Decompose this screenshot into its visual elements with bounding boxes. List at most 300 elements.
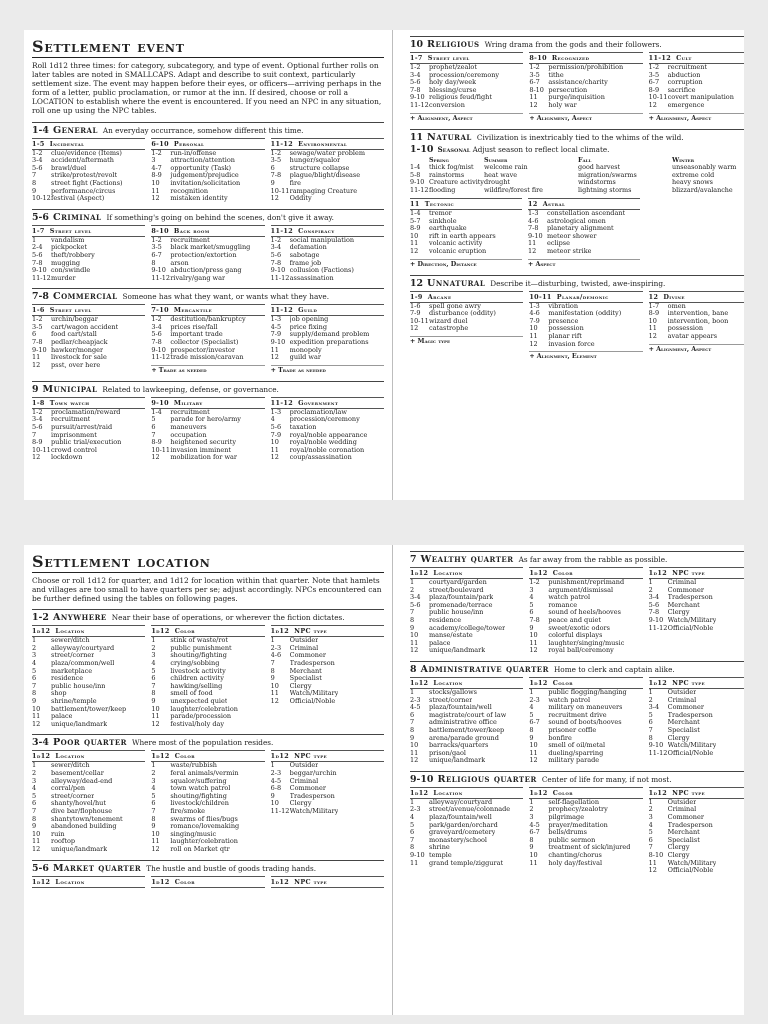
row-text: prophecy/zealotry: [548, 806, 608, 814]
section-header: [32, 613, 384, 623]
row-roll: 2-3: [410, 696, 421, 704]
table-column-header: [410, 567, 523, 579]
table-row: [410, 844, 523, 852]
row-text: sabotage: [289, 251, 320, 259]
column-roll: 1d12: [270, 877, 290, 886]
row-roll: 3-4: [32, 157, 43, 165]
table-row: [151, 831, 264, 839]
row-text: procession/ceremony: [289, 416, 360, 424]
row-roll: 7: [32, 682, 37, 690]
section-header: [410, 133, 744, 143]
row-roll: 3-4: [270, 244, 282, 252]
row-text: constellation ascendant: [547, 210, 626, 218]
section-name: Wealthy quarter: [420, 555, 514, 565]
section-name: Commercial: [52, 292, 118, 303]
table-column: [529, 291, 642, 362]
table-row: [529, 587, 642, 595]
column-roll: 12: [648, 292, 659, 301]
roll-note: + Alignment, Element: [529, 351, 642, 361]
column-name: Color: [552, 678, 573, 687]
row-text: recruitment: [667, 64, 708, 71]
row-text: Watch/Military: [289, 690, 339, 698]
row-roll: 12: [648, 101, 657, 109]
row-roll: 8: [151, 815, 156, 823]
row-roll: 1: [270, 762, 275, 770]
row-roll: 3: [32, 652, 37, 660]
table-column: [410, 198, 522, 269]
row-text: Watch/Military: [667, 616, 717, 624]
event-right-column: [410, 30, 744, 361]
row-roll: 11-12: [648, 749, 668, 757]
row-text: Official/Noble: [667, 624, 714, 632]
table-section: [32, 609, 384, 728]
table-row: [32, 267, 145, 275]
row-roll: 9-10: [648, 616, 664, 624]
row-roll: 12: [410, 647, 419, 655]
row-text: recognition: [170, 187, 209, 195]
row-roll: 6: [410, 711, 415, 719]
table-row: [410, 594, 523, 602]
row-text: collusion (Factions): [289, 267, 354, 275]
row-roll: 5-7: [410, 217, 421, 225]
table-row: [32, 660, 145, 668]
column-roll: 1-8: [32, 398, 45, 407]
table-row: [271, 424, 384, 432]
table-column: [271, 750, 384, 853]
row-roll: 11: [151, 713, 160, 721]
row-roll: 3: [151, 157, 156, 165]
row-roll: 9: [529, 624, 534, 632]
table-row: [151, 339, 264, 347]
table-row: [32, 846, 145, 854]
row-roll: 11-12: [270, 274, 290, 282]
row-text: stink of waste/rot: [170, 637, 228, 645]
row-roll: 7: [648, 844, 653, 852]
row-text: festival/holy day: [170, 720, 225, 728]
season-roll: 1-4: [410, 164, 421, 172]
row-text: permission/prohibition: [548, 64, 624, 71]
row-text: public sermon: [548, 836, 596, 844]
row-roll: 2: [32, 644, 37, 652]
row-text: residence: [51, 675, 84, 683]
table-column: [151, 876, 264, 888]
row-roll: 7: [32, 431, 37, 439]
table-row: [649, 325, 744, 333]
row-text: street/corner: [429, 696, 473, 704]
row-text: arena/parade ground: [429, 734, 499, 742]
row-roll: 11: [410, 859, 419, 867]
row-text: shop: [51, 690, 67, 698]
row-roll: 9-10: [410, 94, 425, 102]
row-text: collector (Specialist): [170, 339, 239, 347]
row-text: sweet/exotic odors: [548, 624, 610, 632]
row-text: sinkhole: [429, 217, 457, 225]
table-section: [32, 734, 384, 853]
season-headers: [410, 157, 744, 165]
roll-note: + Aspect: [528, 259, 640, 269]
row-text: laughter/celebration: [170, 705, 238, 713]
column-name: Street level: [427, 54, 470, 62]
row-roll: 12: [151, 195, 160, 203]
row-text: manse/estate: [429, 632, 473, 640]
season-name: Winter: [672, 156, 695, 164]
row-roll: 2: [151, 770, 156, 777]
table-row: [271, 785, 384, 793]
table-row: [410, 742, 523, 750]
event-left-column: [32, 30, 384, 462]
row-roll: 2-3: [529, 696, 540, 704]
table-row: [32, 447, 145, 455]
table-section: [32, 288, 384, 375]
table-row: [528, 225, 640, 233]
row-roll: 6: [648, 836, 653, 844]
table-column-header: [271, 876, 384, 888]
table-row: [271, 150, 384, 158]
row-roll: 1: [529, 688, 534, 696]
row-roll: 4: [151, 785, 156, 793]
row-roll: 1-2: [270, 149, 282, 157]
column-name: Color: [552, 569, 573, 577]
column-name: NPC type: [672, 569, 706, 577]
section-roll: 3-4: [32, 738, 49, 749]
row-text: Clergy: [667, 609, 690, 617]
column-name: Environmental: [298, 139, 348, 148]
row-roll: 10: [529, 325, 538, 333]
table-row: [32, 690, 145, 698]
row-text: magistrate/court of law: [429, 711, 507, 719]
table-column-header: [151, 876, 264, 888]
row-text: street fight (Factions): [51, 179, 123, 187]
column-name: Street level: [49, 226, 92, 235]
table-column: [32, 138, 145, 203]
row-text: supply/demand problem: [289, 331, 370, 339]
row-text: lockdown: [51, 454, 83, 462]
table-row: [528, 248, 640, 256]
row-roll: 6: [648, 719, 653, 727]
row-roll: 11: [648, 859, 657, 867]
table-column-header: [32, 625, 145, 637]
row-roll: 8-9: [32, 439, 43, 447]
row-roll: 7: [410, 836, 415, 844]
row-roll: 2-4: [32, 244, 43, 252]
row-roll: 1: [410, 798, 415, 806]
table-column: [32, 304, 145, 375]
row-roll: 8: [32, 179, 37, 187]
row-text: pursuit/arrest/raid: [51, 424, 113, 432]
row-text: religious feud/fight: [429, 94, 492, 102]
table-row: [529, 719, 642, 727]
table-row: [529, 64, 642, 72]
row-roll: 11: [32, 838, 41, 846]
row-text: colorful displays: [548, 632, 603, 640]
table-row: [151, 668, 264, 676]
table-column-header: [151, 750, 264, 762]
table-grid: [410, 198, 640, 269]
row-text: job opening: [289, 316, 329, 324]
table-row: [32, 838, 145, 846]
table-column-header: [529, 291, 642, 303]
column-roll: 10-11: [529, 292, 552, 301]
table-row: [410, 602, 523, 610]
row-text: royal/noble coronation: [289, 446, 365, 454]
section-roll: 10: [410, 40, 424, 50]
row-roll: 1-3: [529, 302, 540, 310]
row-roll: 5: [151, 667, 156, 675]
table-column-header: [410, 291, 523, 303]
table-row: [271, 195, 384, 203]
table-row: [151, 188, 264, 196]
table-row: [151, 454, 264, 462]
row-roll: 12: [529, 340, 538, 348]
row-roll: 2-3: [410, 806, 421, 814]
table-row: [410, 79, 523, 87]
row-text: corruption: [667, 79, 703, 87]
row-roll: 5-6: [648, 601, 660, 609]
row-text: chanting/chorus: [548, 852, 602, 860]
row-roll: 2: [32, 770, 37, 777]
table-row: [649, 79, 744, 87]
table-row: [649, 310, 744, 318]
column-roll: 1d12: [410, 788, 429, 797]
section-roll: 9-10: [410, 774, 434, 785]
table-column-header: [410, 198, 522, 210]
row-text: fire: [289, 179, 301, 187]
table-column: [649, 787, 744, 875]
table-column-header: [32, 304, 145, 316]
table-section: [32, 122, 384, 203]
table-row: [151, 260, 264, 268]
column-name: Location: [433, 788, 463, 797]
row-text: street/corner: [51, 652, 95, 660]
row-text: sound of boots/hooves: [548, 719, 622, 727]
table-row: [32, 785, 145, 793]
row-roll: 9: [410, 734, 415, 742]
row-roll: 6-7: [529, 79, 540, 87]
row-roll: 6: [32, 800, 37, 808]
row-text: murder: [51, 274, 76, 282]
table-row: [32, 439, 145, 447]
row-roll: 10-11: [32, 446, 51, 454]
column-name: NPC type: [294, 627, 328, 636]
row-text: abduction: [667, 71, 701, 79]
row-roll: 12: [32, 454, 41, 462]
row-roll: 12: [529, 647, 538, 655]
table-row: [271, 409, 384, 417]
table-row: [151, 354, 264, 362]
row-text: unique/landmark: [429, 647, 486, 655]
table-row: [151, 713, 264, 721]
table-row: [529, 625, 642, 633]
column-roll: 11: [410, 200, 420, 209]
table-row: [151, 165, 264, 173]
table-row: [151, 690, 264, 698]
row-text: plaza/fountain/well: [429, 814, 492, 822]
row-roll: 1-2: [270, 236, 282, 244]
table-column: [151, 138, 264, 203]
table-row: [410, 102, 523, 110]
row-text: brawl/duel: [51, 164, 87, 172]
table-row: [271, 267, 384, 275]
table-grid: [410, 677, 744, 765]
table-row: [32, 706, 145, 714]
row-text: proclamation/law: [289, 408, 347, 416]
table-row: [271, 793, 384, 801]
row-roll: 6-7: [529, 719, 540, 727]
table-row: [410, 617, 523, 625]
season-text: drought: [484, 179, 510, 187]
row-roll: 7: [648, 726, 653, 734]
table-row: [271, 165, 384, 173]
row-text: town watch patrol: [170, 785, 231, 793]
row-roll: 2: [529, 806, 534, 814]
row-roll: 3-4: [410, 71, 421, 79]
table-row: [32, 778, 145, 786]
row-text: sewer/ditch: [51, 637, 90, 645]
row-text: Specialist: [667, 836, 700, 844]
row-roll: 3: [529, 586, 534, 594]
table-row: [410, 852, 523, 860]
row-text: peace and quiet: [548, 616, 601, 624]
table-column: [529, 787, 642, 875]
table-row: [271, 808, 384, 816]
table-row: [649, 94, 744, 102]
table-row: [151, 331, 264, 339]
row-roll: 7-8: [529, 616, 540, 624]
table-grid: [32, 876, 384, 888]
row-text: Commoner: [667, 586, 704, 594]
row-text: food cart/stall: [51, 331, 97, 339]
row-text: treatment of sick/injured: [548, 844, 631, 852]
row-text: livestock for sale: [51, 354, 107, 362]
row-text: holy day/week: [429, 79, 477, 87]
row-text: rooftop: [51, 838, 76, 846]
table-column-header: [529, 787, 642, 799]
section-roll: 7: [410, 555, 417, 565]
row-roll: 1: [648, 688, 653, 696]
table-row: [649, 719, 744, 727]
event-title: Settlement event: [32, 38, 384, 58]
row-text: prices rise/fall: [170, 323, 218, 331]
table-row: [649, 318, 744, 326]
row-text: Clergy: [667, 734, 690, 742]
row-text: Tradesperson: [289, 792, 335, 800]
row-text: festival (Aspect): [51, 195, 105, 203]
row-text: hawker/monger: [51, 346, 104, 354]
table-column-header: [528, 198, 640, 210]
section-header: [32, 126, 384, 136]
row-text: marketplace: [51, 667, 93, 675]
row-roll: 3-4: [648, 594, 660, 602]
column-roll: 1-9: [410, 292, 423, 301]
row-roll: 1: [270, 637, 275, 645]
row-roll: 10: [151, 179, 160, 187]
row-roll: 8-9: [151, 439, 162, 447]
row-text: Merchant: [667, 829, 700, 837]
table-grid: [410, 291, 744, 362]
row-roll: 1-4: [410, 210, 421, 218]
season-spacer: Spring: [429, 156, 449, 164]
section-header: [410, 555, 744, 565]
section-description: Someone has what they want, or wants what they have.: [122, 292, 330, 302]
row-text: plaza/fountain/well: [429, 704, 492, 712]
row-text: intervention, boon: [667, 317, 729, 325]
table-column: [151, 397, 264, 462]
table-row: [410, 822, 523, 830]
table-grid: [32, 750, 384, 853]
column-roll: 1d12: [529, 678, 548, 687]
row-text: administrative office: [429, 719, 497, 727]
row-roll: 12: [270, 698, 279, 706]
row-text: holy day/festival: [548, 859, 603, 867]
table-row: [410, 712, 523, 720]
table-row: [151, 157, 264, 165]
row-roll: 12: [529, 757, 538, 765]
row-roll: 12: [528, 248, 537, 256]
table-row: [271, 180, 384, 188]
table-row: [529, 852, 642, 860]
roll-note: + Alignment, Aspect: [649, 344, 744, 354]
row-roll: 6: [32, 331, 37, 339]
table-row: [410, 829, 523, 837]
row-roll: 6-7: [529, 829, 540, 837]
table-row: [529, 704, 642, 712]
row-roll: 1-4: [151, 408, 162, 416]
row-text: cart/wagon accident: [51, 323, 119, 331]
table-row: [32, 831, 145, 839]
table-row: [649, 579, 744, 587]
natural-section: [410, 129, 744, 269]
row-text: mobilization for war: [170, 454, 237, 462]
row-text: crowd control: [51, 446, 97, 454]
table-row: [410, 318, 523, 326]
row-roll: 5-6: [410, 79, 421, 87]
row-roll: 9: [32, 823, 37, 831]
table-row: [271, 762, 384, 770]
table-row: [151, 808, 264, 816]
row-roll: 5-6: [410, 601, 421, 609]
season-name: Fall: [578, 156, 592, 164]
column-name: Divine: [663, 292, 685, 301]
column-roll: 1-6: [32, 306, 45, 315]
table-row: [649, 814, 744, 822]
row-text: rivalry/gang war: [170, 274, 226, 282]
row-roll: 7-8: [528, 225, 539, 233]
table-row: [32, 454, 145, 462]
table-row: [271, 244, 384, 252]
table-column: [32, 397, 145, 462]
season-text: lightning storms: [578, 186, 632, 194]
row-text: courtyard/garden: [429, 579, 487, 586]
table-row: [410, 704, 523, 712]
row-roll: 5: [529, 601, 534, 609]
section-header: [410, 665, 744, 675]
table-column: [32, 225, 145, 283]
table-column: [32, 750, 145, 853]
row-text: bells/drums: [548, 829, 587, 837]
section-header: [32, 213, 384, 223]
table-row: [410, 303, 523, 311]
section-name: Poor quarter: [52, 738, 127, 749]
table-row: [529, 94, 642, 102]
table-row: [410, 64, 523, 72]
section-header: [410, 775, 744, 785]
table-row: [32, 416, 145, 424]
table-column: [151, 625, 264, 728]
row-text: intervention, bane: [667, 310, 729, 318]
row-text: social manipulation: [289, 236, 355, 244]
row-text: disturbance (oddity): [429, 310, 496, 318]
natural-subtables: [410, 198, 640, 269]
